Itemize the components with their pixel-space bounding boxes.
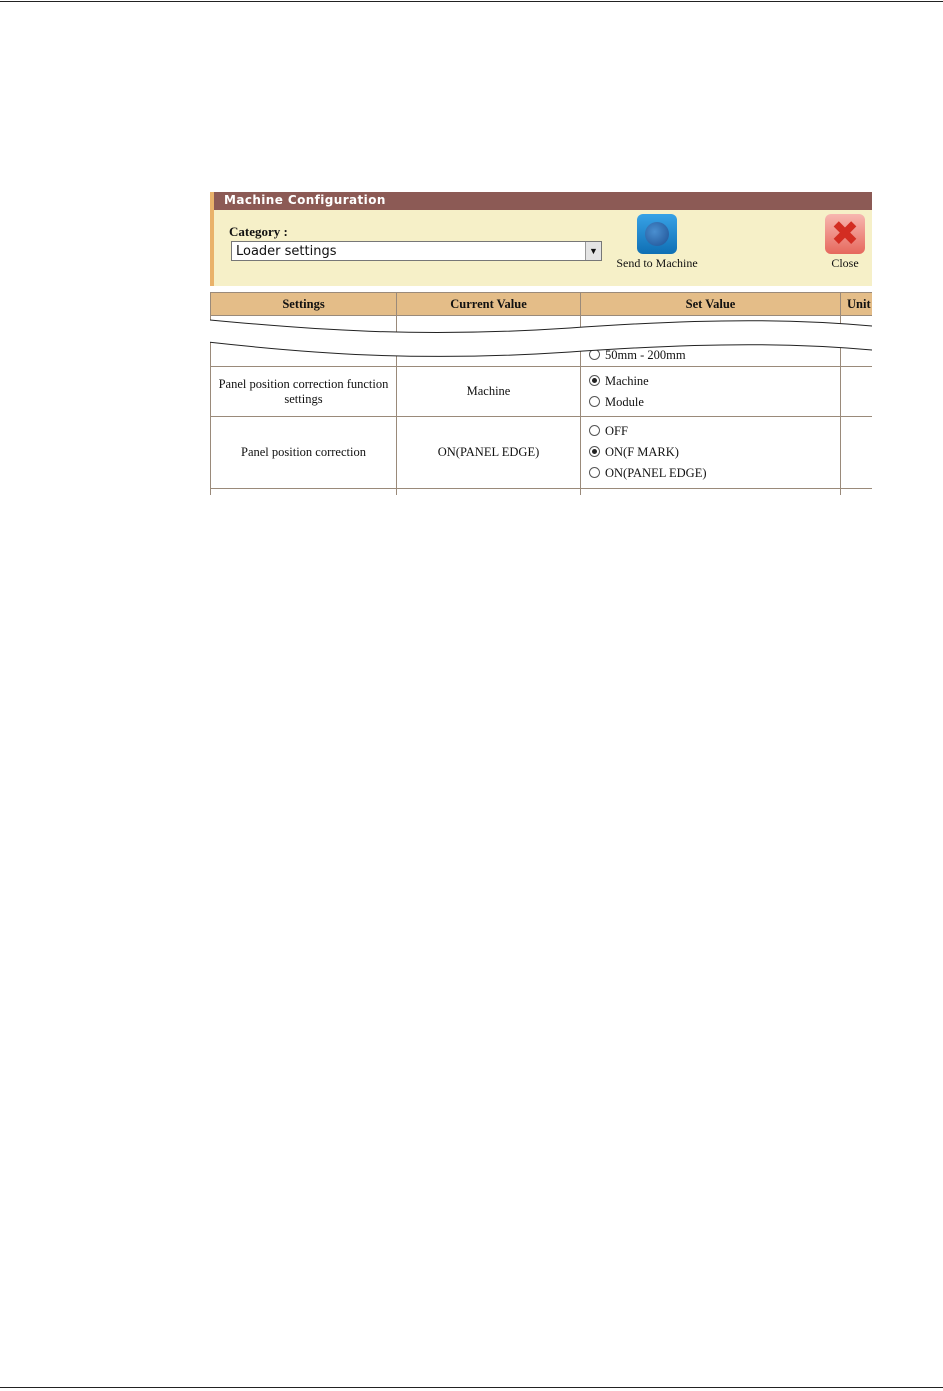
option-label: ON(PANEL EDGE)	[605, 466, 707, 480]
column-header-settings: Settings	[211, 293, 397, 316]
top-rule	[0, 1, 943, 2]
radio-button[interactable]	[589, 425, 600, 436]
table-row	[211, 417, 873, 489]
table-row-cut-off	[211, 489, 873, 496]
machine-configuration-window	[210, 192, 872, 495]
set-value-cell	[581, 367, 841, 417]
radio-option-on-f-mark[interactable]	[589, 442, 836, 463]
table-row	[211, 367, 873, 417]
category-value: Loader settings	[236, 244, 337, 259]
current-value-cell: Machine	[397, 367, 581, 417]
category-select[interactable]	[231, 241, 602, 261]
radio-button[interactable]	[589, 396, 600, 407]
setting-cell: Panel position correction function settings	[211, 367, 397, 417]
send-to-machine-label: Send to Machine	[616, 256, 698, 270]
chevron-down-icon[interactable]: ▼	[585, 242, 601, 260]
option-label: 50mm - 200mm	[605, 348, 686, 362]
set-value-cell	[581, 417, 841, 489]
title-bar	[210, 192, 872, 210]
radio-button[interactable]	[589, 375, 600, 386]
radio-button[interactable]	[589, 446, 600, 457]
toolbar	[210, 210, 872, 286]
radio-option-machine[interactable]	[589, 371, 836, 392]
close-label: Close	[831, 256, 859, 270]
radio-option-on-panel-edge[interactable]	[589, 463, 836, 484]
column-header-unit: Unit	[841, 293, 873, 316]
unit-cell	[841, 417, 873, 489]
category-label: Category :	[229, 224, 288, 239]
close-icon: ✖	[825, 214, 865, 254]
option-label: ON(F MARK)	[605, 445, 679, 459]
window-title: Machine Configuration	[224, 193, 386, 207]
send-icon	[637, 214, 677, 254]
radio-option-module[interactable]	[589, 392, 836, 413]
radio-button[interactable]	[589, 467, 600, 478]
setting-cell: Panel position correction	[211, 417, 397, 489]
send-to-machine-button[interactable]	[610, 214, 704, 271]
current-value-cell: ON(PANEL EDGE)	[397, 417, 581, 489]
column-header-current-value: Current Value	[397, 293, 581, 316]
cut-marker	[210, 304, 872, 364]
radio-option-off[interactable]	[589, 421, 836, 442]
unit-cell	[841, 367, 873, 417]
bottom-rule	[0, 1387, 943, 1388]
option-label: Machine	[605, 373, 649, 388]
option-label: OFF	[605, 424, 628, 438]
column-header-set-value: Set Value	[581, 293, 841, 316]
close-button[interactable]	[822, 214, 868, 271]
option-label: Module	[605, 394, 644, 409]
